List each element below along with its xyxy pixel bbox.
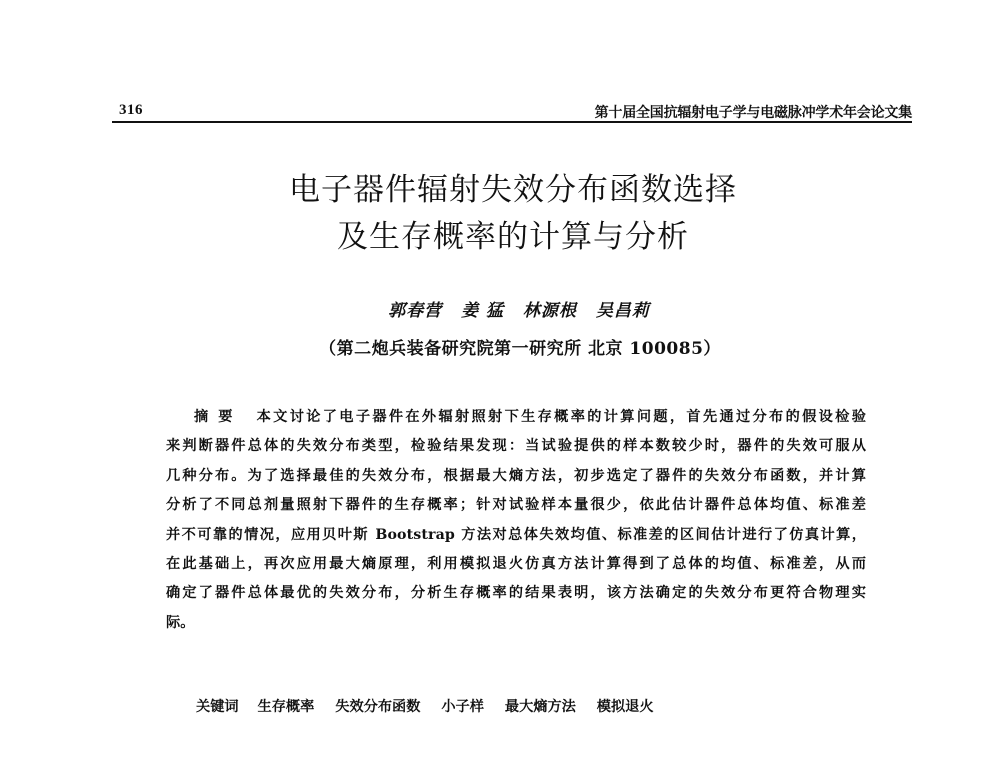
affiliation: （第二炮兵装备研究院第一研究所 北京 100085） [319,339,721,359]
author: 吴昌莉 [595,301,650,321]
abstract-line: 分析了不同总剂量照射下器件的生存概率；针对试验样本量很少，依此估计器件总体均值、标准差 [166,497,866,514]
abstract-line: 在此基础上，再次应用最大熵原理，利用模拟退火仿真方法计算得到了总体的均值、标准差，从而 [166,555,866,572]
abstract-label: 摘要 [194,409,243,425]
keyword: 失效分布函数 [335,699,421,715]
running-header: 第十届全国抗辐射电子学与电磁脉冲学术年会论文集 [594,105,912,121]
abstract-line: 确定了器件总体最优的失效分布，分析生存概率的结果表明，该方法确定的失效分布更符合物理实 [166,585,866,602]
abstract-line: 几种分布。为了选择最佳的失效分布，根据最大熵方法，初步选定了器件的失效分布函数，并计算 [166,467,866,484]
author: 姜 猛 [461,301,504,321]
keywords-label: 关键词 [196,699,239,715]
keyword: 模拟退火 [596,699,654,715]
author-list [0,296,1000,321]
abstract-line: 并不可靠的情况，应用贝叶斯 Bootstrap 方法对总体失效均值、标准差的区间估计进行了仿真计算， [166,526,866,543]
header-rule [112,121,912,123]
abstract-line [166,403,866,432]
keyword: 最大熵方法 [504,699,576,715]
page-number: 316 [119,102,143,118]
author: 郭春营 [388,301,443,321]
keyword: 生存概率 [257,699,315,715]
paper-title-line-1: 电子器件辐射失效分布函数选择 [289,172,737,208]
abstract-line: 来判断器件总体的失效分布类型，检验结果发现：当试验提供的样本数较少时，器件的失效可服从 [166,438,866,455]
abstract-line: 际。 [166,614,195,631]
keywords [196,696,670,716]
keyword: 小子样 [441,699,484,715]
abstract-line-text: 本文讨论了电子器件在外辐射照射下生存概率的计算问题，首先通过分布的假设检验 [254,409,866,425]
author: 林源根 [522,301,577,321]
abstract [166,403,866,638]
paper-title-line-2: 及生存概率的计算与分析 [337,219,689,255]
